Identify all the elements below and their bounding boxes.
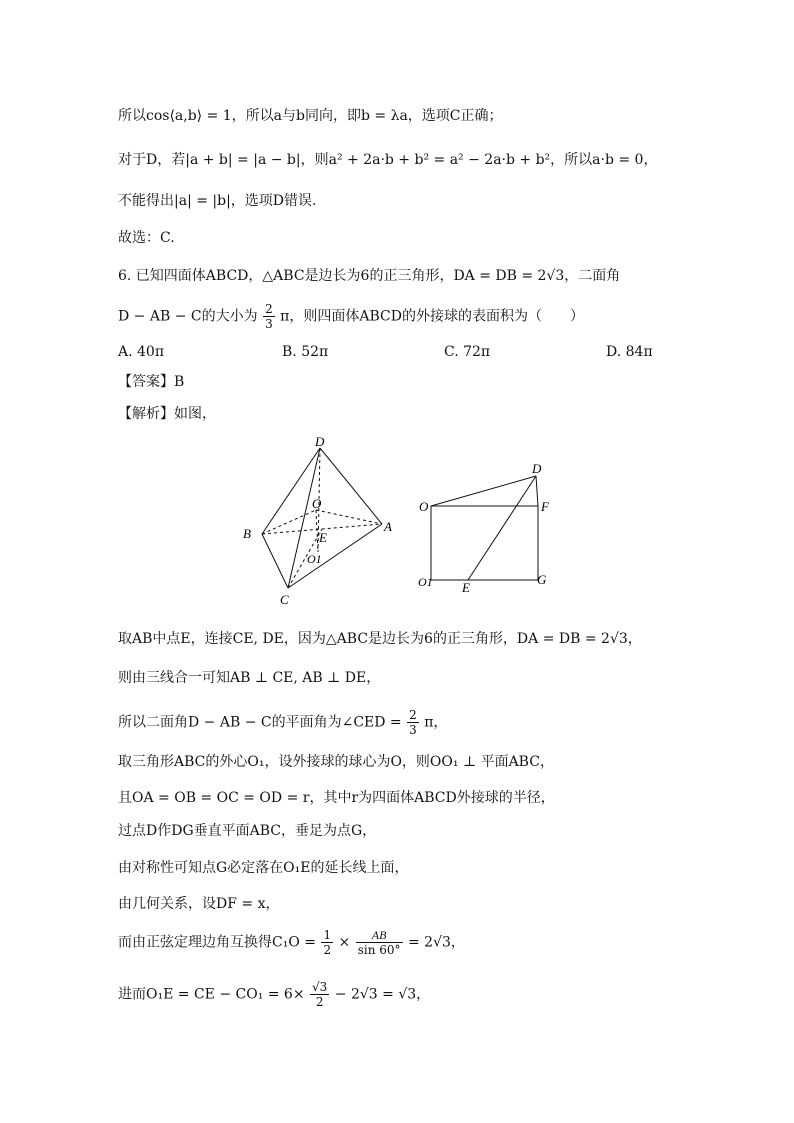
label-d: D	[315, 434, 325, 449]
text-line-2: 对于D，若|a + b| = |a − b|，则a² + 2a·b + b² = a² − 2a·b + b²，所以a·b = 0，	[118, 152, 658, 168]
fraction-numerator: 2	[409, 708, 417, 722]
label-e2: E	[462, 580, 470, 595]
solution-line-3-text-b: π，	[424, 714, 448, 731]
solution-line-4: 取三角形ABC的外心O₁，设外接球的球心为O，则OO₁ ⊥ 平面ABC，	[118, 754, 554, 770]
fraction-denominator: 3	[409, 723, 417, 737]
label-e: E	[319, 530, 327, 545]
answer-line: 【答案】B	[118, 374, 185, 390]
fraction-two-thirds-2	[407, 708, 419, 737]
label-d2: D	[532, 461, 542, 476]
analysis-heading: 【解析】如图，	[118, 406, 216, 422]
question-6-text-a: D − AB − C的大小为	[118, 308, 258, 325]
fraction-denominator: 2	[323, 943, 332, 957]
question-6-text-b: π，则四面体ABCD的外接球的表面积为（ ）	[280, 308, 584, 325]
solution-line-7: 由对称性可知点G必定落在O₁E的延长线上面，	[118, 860, 409, 876]
fraction-numerator: AB	[356, 928, 403, 943]
solution-line-8: 由几何关系，设DF = x，	[118, 896, 280, 912]
label-g: G	[537, 572, 547, 587]
fraction-sqrt3-over-2	[310, 980, 329, 1009]
solution-line-3-text-a: 所以二面角D − AB − C的平面角为∠CED =	[118, 714, 402, 731]
solution-line-3	[118, 708, 447, 737]
solution-line-6: 过点D作DG垂直平面ABC，垂足为点G，	[118, 823, 377, 839]
question-6-line-1: 6. 已知四面体ABCD，△ABC是边长为6的正三角形，DA = DB = 2√3，二面角	[118, 268, 621, 284]
label-o1: O1	[307, 552, 322, 566]
fraction-two-thirds	[263, 302, 275, 331]
fraction-numerator: √3	[312, 980, 328, 994]
option-a: A. 40π	[118, 344, 165, 360]
fraction-denominator: sin 60°	[357, 943, 401, 957]
times-sign: ×	[338, 934, 351, 951]
solution-line-2: 则由三线合一可知AB ⊥ CE, AB ⊥ DE，	[118, 670, 381, 686]
option-b: B. 52π	[282, 344, 329, 360]
label-o2: O	[419, 499, 429, 514]
label-b: B	[243, 526, 251, 541]
solution-line-9	[118, 928, 465, 957]
fraction-numerator: 1	[323, 928, 332, 942]
solution-line-10-text-a: 进而O₁E = CE − CO₁ = 6×	[118, 986, 305, 1003]
label-c: C	[280, 592, 289, 607]
label-o1-2: O1	[418, 575, 433, 589]
fraction-one-half	[321, 928, 333, 957]
solution-line-1: 取AB中点E，连接CE, DE，因为△ABC是边长为6的正三角形，DA = DB = 2√3，	[118, 631, 642, 647]
figure-cross-section	[412, 456, 562, 596]
text-line-1: 所以cos⟨a,b⟩ = 1，所以a与b同向，即b = λa，选项C正确；	[118, 108, 503, 124]
solution-line-10-text-b: − 2√3 = √3，	[334, 986, 431, 1003]
label-o: O	[312, 496, 322, 511]
text-line-4: 故选：C.	[118, 230, 175, 246]
fraction-denominator: 3	[265, 317, 273, 331]
text-line-3: 不能得出|a| = |b|，选项D错误.	[118, 193, 317, 209]
question-6-line-2	[118, 302, 584, 331]
solution-line-9-text-b: = 2√3，	[407, 934, 465, 951]
solution-line-5: 且OA = OB = OC = OD = r，其中r为四面体ABCD外接球的半径，	[118, 790, 555, 806]
fraction-numerator: 2	[265, 302, 273, 316]
option-c: C. 72π	[444, 344, 491, 360]
fraction-denominator: 2	[315, 995, 324, 1009]
label-f: F	[541, 499, 549, 514]
solution-line-10	[118, 980, 430, 1009]
figure-tetrahedron	[236, 432, 396, 612]
option-d: D. 84π	[606, 344, 653, 360]
label-a: A	[384, 519, 392, 534]
fraction-ab-over-sin60	[356, 928, 403, 957]
solution-line-9-text-a: 而由正弦定理边角互换得C₁O =	[118, 934, 316, 951]
